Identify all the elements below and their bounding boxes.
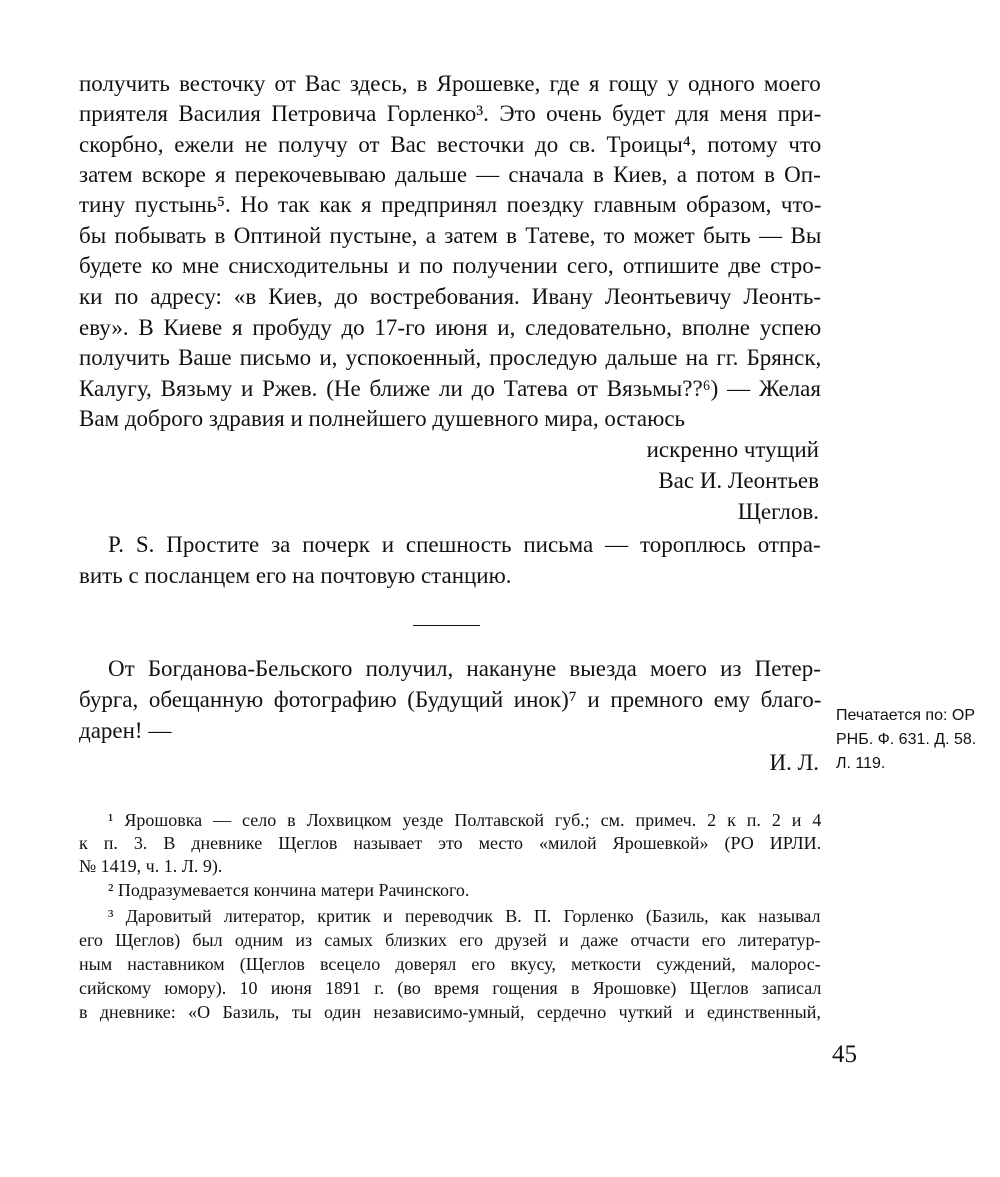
footnote-line: сийскому юмору). 10 июня 1891 г. (во время гощения в Ярошовке) Щеглов записал <box>79 978 822 998</box>
body-line-8: ки по адресу: «в Киев, до востребования. Ивану Леонтьевичу Леонть- <box>79 284 821 309</box>
note-line-2: бурга, обещанную фотографию (Будущий инок)⁷ и премного ему благо- <box>79 687 822 712</box>
closing-text: искренно чтущий <box>646 437 819 462</box>
body-line-10: получить Ваше письмо и, успокоенный, проследую дальше на гг. Брянск, <box>79 345 822 370</box>
footnote-line: к п. 3. В дневнике Щеглов называет это место «милой Ярошевкой» (РО ИРЛИ. <box>79 833 822 853</box>
footnote-line: ным наставником (Щеглов всецело доверял его вкусу, меткости суждений, малорос- <box>79 954 821 974</box>
note-line-3: дарен! — <box>79 718 172 743</box>
signature-pseudonym: Щеглов. <box>737 499 819 524</box>
margin-source-note <box>836 704 976 776</box>
body-line-2: приятеля Василия Петровича Горленко³. Это очень будет для меня при- <box>79 101 822 126</box>
body-line-7: будете ко мне снисходительны и по получении сего, отпишите две стро- <box>79 253 822 278</box>
ps-line-2: вить с посланцем его на почтовую станцию. <box>79 563 512 588</box>
margin-note-line: Л. 119. <box>836 755 886 772</box>
margin-note-line: РНБ. Ф. 631. Д. 58. <box>836 731 977 748</box>
body-line-6: бы побывать в Оптиной пустыне, а затем в Татеве, то может быть — Вы <box>79 223 822 248</box>
body-line-3: скорбно, ежели не получу от Вас весточки до св. Троицы⁴, потому что <box>79 132 822 157</box>
footnote-line: в дневнике: «О Базиль, ты один независимо-умный, сердечно чуткий и единственный, <box>79 1002 821 1022</box>
note-signature: И. Л. <box>769 750 819 775</box>
body-line-1: получить весточку от Вас здесь, в Ярошевке, где я гощу у одного моего <box>79 71 821 96</box>
page-number: 45 <box>832 1041 857 1068</box>
footnote-line: ³ Даровитый литератор, критик и переводчик В. П. Горленко (Базиль, как называл <box>108 906 821 926</box>
ps-line-1: P. S. Простите за почерк и спешность письма — тороплюсь отпра- <box>108 532 821 557</box>
body-line-9: еву». В Киеве я пробуду до 17-го июня и, следовательно, вполне успею <box>79 315 822 340</box>
body-line-4: затем вскоре я перекочевываю дальше — сначала в Киев, а потом в Оп- <box>79 162 821 187</box>
body-line-5: тину пустынь⁵. Но так как я предпринял поездку главным образом, что- <box>79 192 822 217</box>
body-line-11: Калугу, Вязьму и Ржев. (Не ближе ли до Татева от Вязьмы??⁶) — Желая <box>79 376 821 401</box>
signature-name: Вас И. Леонтьев <box>658 468 819 493</box>
footnote-line: № 1419, ч. 1. Л. 9). <box>79 856 223 876</box>
margin-note-line: Печатается по: ОР <box>836 707 975 724</box>
note-line-1: От Богданова-Бельского получил, накануне выезда моего из Петер- <box>108 656 821 681</box>
footnote-line: его Щеглов) был одним из самых близких его друзей и даже отчасти его литератур- <box>79 930 821 950</box>
footnote-line: ² Подразумевается кончина матери Рачинского. <box>108 880 470 900</box>
body-line-12: Вам доброго здравия и полнейшего душевного мира, остаюсь <box>79 406 686 431</box>
section-divider <box>413 625 480 626</box>
footnote-line: ¹ Ярошовка — село в Лохвицком уезде Полтавской губ.; см. примеч. 2 к п. 2 и 4 <box>108 810 822 830</box>
